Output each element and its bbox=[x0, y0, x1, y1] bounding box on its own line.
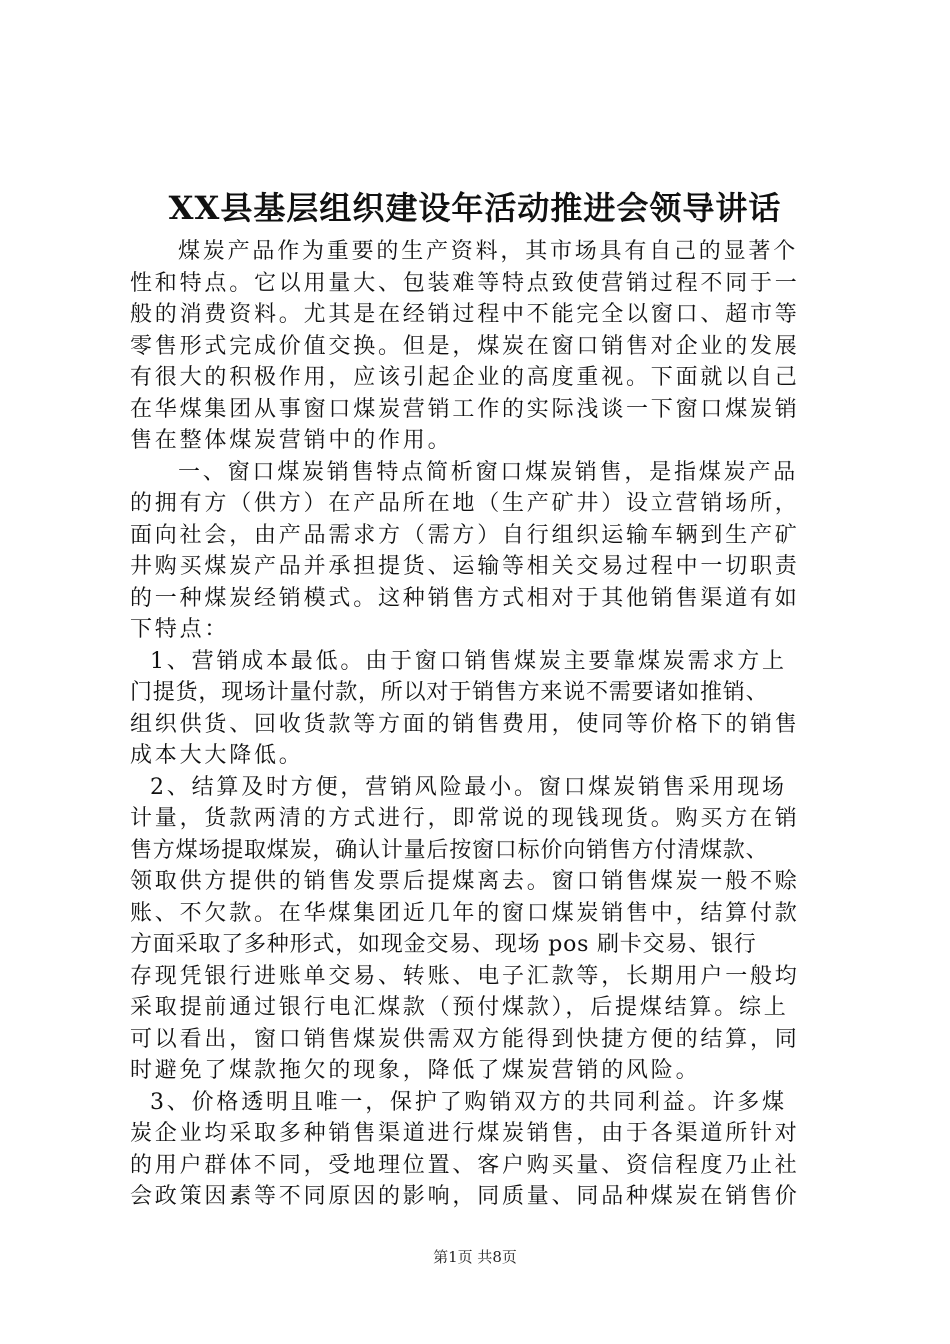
paragraph-line: 组织供货、回收货款等方面的销售费用，使同等价格下的销售 bbox=[130, 711, 800, 737]
paragraph-line: 炭企业均采取多种销售渠道进行煤炭销售，由于各渠道所针对 bbox=[130, 1121, 800, 1146]
paragraph-line: 成本大大降低。 bbox=[130, 743, 304, 768]
page-number-footer: 第1页 共8页 bbox=[433, 1248, 517, 1266]
paragraph-line: 售方煤场提取煤炭，确认计量后按窗口标价向销售方付清煤款、 bbox=[130, 837, 769, 863]
paragraph-line: 门提货，现场计量付款，所以对于销售方来说不需要诸如推销、 bbox=[130, 680, 769, 705]
paragraph-line: 计量，货款两清的方式进行，即常说的现钱现货。购买方在销 bbox=[130, 806, 800, 831]
document-body bbox=[130, 236, 830, 1213]
paragraph-line: 般的消费资料。尤其是在经销过程中不能完全以窗口、超市等 bbox=[130, 302, 800, 327]
paragraph-line: 可以看出，窗口销售煤炭供需双方能得到快捷方便的结算，同 bbox=[130, 1026, 800, 1052]
paragraph-line: 性和特点。它以用量大、包装难等特点致使营销过程不同于一 bbox=[130, 270, 800, 296]
paragraph-line: 售在整体煤炭营销中的作用。 bbox=[130, 428, 453, 453]
paragraph-line: 的拥有方（供方）在产品所在地（生产矿井）设立营销场所， bbox=[130, 491, 800, 516]
document-title: XX县基层组织建设年活动推进会领导讲话 bbox=[168, 189, 782, 227]
paragraph-line: 时避免了煤款拖欠的现象，降低了煤炭营销的风险。 bbox=[130, 1058, 701, 1083]
paragraph-line: 零售形式完成价值交换。但是，煤炭在窗口销售对企业的发展 bbox=[130, 333, 800, 359]
paragraph-line: 会政策因素等不同原因的影响，同质量、同品种煤炭在销售价 bbox=[130, 1184, 800, 1209]
paragraph-line: 下特点： bbox=[130, 617, 230, 642]
paragraph-line: 1、营销成本最低。由于窗口销售煤炭主要靠煤炭需求方上 bbox=[150, 648, 787, 674]
paragraph-line: 2、结算及时方便，营销风险最小。窗口煤炭销售采用现场 bbox=[150, 774, 787, 800]
paragraph-line: 3、价格透明且唯一，保护了购销双方的共同利益。许多煤 bbox=[150, 1089, 787, 1115]
paragraph-line: 煤炭产品作为重要的生产资料，其市场具有自己的显著个 bbox=[178, 239, 799, 264]
paragraph-line: 有很大的积极作用，应该引起企业的高度重视。下面就以自己 bbox=[130, 365, 800, 390]
paragraph-line: 方面采取了多种形式，如现金交易、现场 pos 刷卡交易、银行 bbox=[130, 932, 757, 957]
paragraph-line: 采取提前通过银行电汇煤款（预付煤款），后提煤结算。综上 bbox=[130, 995, 789, 1020]
paragraph-line: 面向社会，由产品需求方（需方）自行组织运输车辆到生产矿 bbox=[130, 522, 800, 548]
paragraph-line: 的一种煤炭经销模式。这种销售方式相对于其他销售渠道有如 bbox=[130, 585, 800, 611]
paragraph-line: 井购买煤炭产品并承担提货、运输等相关交易过程中一切职责 bbox=[130, 554, 800, 579]
paragraph-line: 领取供方提供的销售发票后提煤离去。窗口销售煤炭一般不赊 bbox=[130, 869, 800, 894]
paragraph-line: 一、窗口煤炭销售特点简析窗口煤炭销售，是指煤炭产品 bbox=[178, 459, 799, 485]
paragraph-line: 账、不欠款。在华煤集团近几年的窗口煤炭销售中，结算付款 bbox=[130, 900, 800, 926]
paragraph-line: 存现凭银行进账单交易、转账、电子汇款等，长期用户一般均 bbox=[130, 963, 800, 989]
paragraph-line: 的用户群体不同，受地理位置、客户购买量、资信程度乃止社 bbox=[130, 1152, 800, 1178]
paragraph-line: 在华煤集团从事窗口煤炭营销工作的实际浅谈一下窗口煤炭销 bbox=[130, 396, 800, 422]
